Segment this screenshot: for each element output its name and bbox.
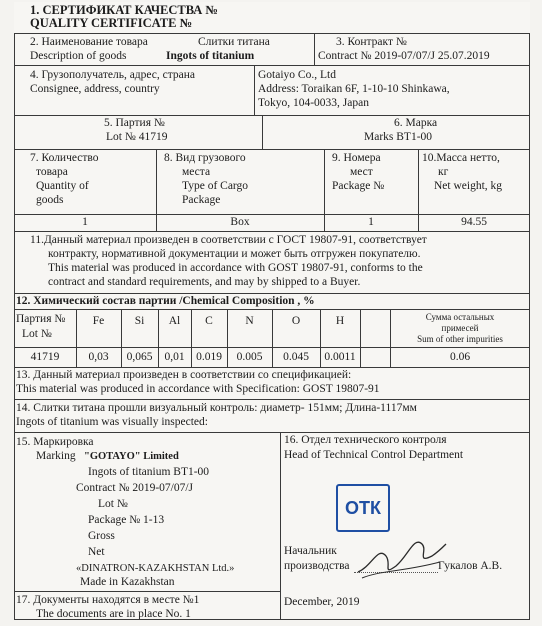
- marking-line7: «DINATRON-KAZAKHSTAN Ltd.»: [76, 563, 235, 574]
- chem-element-value: 0.045: [283, 351, 309, 363]
- goods-label-ru: 2. Наименование товара: [30, 36, 148, 48]
- divider: [14, 399, 530, 400]
- chem-column-divider: [360, 309, 361, 367]
- package-header-ru-2: мест: [350, 166, 373, 178]
- type-header-ru-2: места: [182, 166, 211, 178]
- marking-title: 15. Маркировка: [16, 436, 94, 448]
- chem-element-value: 0.005: [236, 351, 263, 363]
- consignee-label-ru: 4. Грузополучатель, адрес, страна: [30, 69, 196, 81]
- divider: [14, 33, 530, 34]
- documents-17-ru: 17. Документы находятся в месте №1: [16, 594, 200, 606]
- divider: [14, 115, 530, 116]
- chem-lot-value: 41719: [30, 351, 60, 363]
- marking-line1: Ingots of titanium BT1-00: [88, 466, 210, 478]
- chief-label-1: Начальник: [284, 545, 337, 557]
- consignee-label-en: Consignee, address, country: [30, 83, 160, 95]
- inspection-14-en: Ingots of titanium was visually inspected:: [16, 416, 208, 428]
- chem-element-header: Fe: [92, 315, 105, 327]
- control-dept-title: 16. Отдел технического контроля: [284, 434, 447, 446]
- signature-icon: [352, 526, 448, 582]
- border-left: [14, 33, 15, 620]
- divider: [262, 115, 263, 149]
- chem-element-value: 0.0011: [324, 351, 356, 363]
- marking-brand: "GOTAYO" Limited: [84, 451, 179, 462]
- weight-header-ru-1: 10.Масса нетто,: [422, 152, 500, 164]
- statement-11-line1: 11.Данный материал произведен в соответствии с ГОСТ 19807-91, соответствует: [30, 234, 427, 246]
- type-header-en-1: Type of Cargo: [182, 180, 249, 192]
- divider: [14, 293, 530, 294]
- cert-date: December, 2019: [284, 596, 360, 608]
- divider: [314, 33, 315, 65]
- divider: [280, 432, 281, 620]
- chem-element-header: Si: [134, 315, 145, 327]
- chem-other-header-en: Sum of other impurities: [417, 334, 503, 344]
- lot-label: 5. Партия №: [104, 117, 165, 129]
- chem-title: [16, 295, 315, 308]
- chem-title-en: Chemical Composition , %: [182, 295, 315, 307]
- goods-value-en: Ingots of titanium: [166, 50, 255, 62]
- consignee-company: Gotaiyo Co., Ltd: [258, 69, 336, 81]
- chem-element-header: O: [291, 315, 301, 327]
- consignee-address-line1: Address: Toraikan 6F, 1-10-10 Shinkawa,: [258, 83, 450, 95]
- marking-line3: Lot №: [98, 498, 128, 510]
- qty-header-en-2: goods: [36, 194, 64, 206]
- statement-11-line4: contract and standard requirements, and may by shipped to a Buyer.: [48, 276, 361, 288]
- marking-line8: Made in Kazakhstan: [80, 576, 175, 588]
- qty-header-ru-1: 7. Количество: [30, 152, 99, 164]
- qty-header-ru-2: товара: [36, 166, 68, 178]
- chem-other-value: 0.06: [449, 351, 471, 363]
- spec-13-ru: 13. Данный материал произведен в соответствии со спецификацией:: [16, 369, 352, 381]
- spec-13-en: This material was produced in accordance with Specification: GOST 19807-91: [16, 383, 380, 395]
- chief-label-2: производства: [284, 560, 350, 572]
- inspection-14-ru: 14. Слитки титана прошли визуальный контроль: диаметр- 151мм; Длина-1117мм: [16, 402, 417, 414]
- chem-element-value: 0.019: [196, 351, 222, 363]
- marking-line5: Gross: [88, 530, 115, 542]
- marking-line2: Contract № 2019-07/07/J: [76, 482, 194, 494]
- chem-element-value: 0,03: [88, 351, 109, 363]
- divider: [254, 65, 255, 115]
- quality-certificate: [14, 2, 530, 620]
- chief-name: Гукалов А.В.: [438, 560, 503, 572]
- documents-17-en: The documents are in place No. 1: [36, 608, 191, 620]
- chem-column-divider: [390, 309, 391, 367]
- statement-11-line2: контракту, нормативной документации и может быть отгружен покупателю.: [48, 248, 421, 260]
- lot-value: Lot № 41719: [106, 131, 168, 143]
- weight-header-ru-2: кг: [438, 166, 449, 178]
- weight-header-en: Net weight, kg: [434, 180, 503, 192]
- package-header-en: Package №: [332, 180, 385, 192]
- chem-element-value: 0,065: [126, 351, 153, 363]
- otk-stamp-text: ОТК: [345, 498, 381, 518]
- marking-line4: Package № 1-13: [88, 514, 165, 526]
- otk-stamp: [336, 484, 390, 532]
- chem-element-value: 0,01: [164, 351, 185, 363]
- certificate-title-en: QUALITY CERTIFICATE №: [30, 16, 193, 30]
- goods-value-ru: Слитки титана: [198, 36, 270, 48]
- divider: [14, 367, 530, 368]
- divider: [14, 432, 530, 433]
- divider: [14, 149, 530, 150]
- divider: [14, 214, 530, 215]
- goods-label-en: Description of goods: [30, 50, 127, 62]
- contract-label-ru: 3. Контракт №: [336, 36, 407, 48]
- divider: [14, 65, 530, 66]
- marks-label: 6. Марка: [394, 117, 438, 129]
- package-value: 1: [368, 216, 374, 228]
- divider: [14, 591, 280, 592]
- consignee-address-line2: Tokyo, 104-0033, Japan: [258, 97, 369, 109]
- statement-11-line3: This material was produced in accordance with GOST 19807-91, conforms to the: [48, 262, 423, 274]
- certificate-title-ru: 1. СЕРТИФИКАТ КАЧЕСТВА №: [30, 3, 218, 17]
- weight-value: 94.55: [461, 216, 487, 228]
- control-dept-en: Head of Technical Control Department: [284, 449, 464, 461]
- marking-line6: Net: [88, 546, 105, 558]
- marking-label: Marking: [36, 450, 76, 462]
- type-header-ru-1: 8. Вид грузового: [164, 152, 246, 164]
- type-header-en-2: Package: [182, 194, 221, 206]
- qty-value: 1: [82, 216, 88, 228]
- package-header-ru-1: 9. Номера: [332, 152, 381, 164]
- border-bottom: [14, 619, 530, 620]
- qty-header-en-1: Quantity of: [36, 180, 89, 192]
- type-value: Box: [230, 216, 250, 228]
- chem-other-header-ru-1: Сумма остальных: [425, 312, 495, 322]
- chem-lot-header-ru: Партия №: [16, 313, 66, 325]
- chem-element-header: C: [205, 315, 213, 327]
- chem-element-header: H: [335, 315, 345, 327]
- border-right: [529, 33, 530, 620]
- divider: [14, 231, 530, 232]
- contract-value: Contract № 2019-07/07/J 25.07.2019: [318, 50, 490, 62]
- chem-other-header-ru-2: примесей: [441, 323, 479, 333]
- chem-element-header: N: [245, 315, 254, 327]
- chem-element-header: Al: [168, 315, 181, 327]
- chem-lot-header-en: Lot №: [22, 328, 52, 340]
- marks-value: Marks BT1-00: [364, 131, 433, 143]
- chem-title-ru: 12. Химический состав партии /: [16, 295, 183, 307]
